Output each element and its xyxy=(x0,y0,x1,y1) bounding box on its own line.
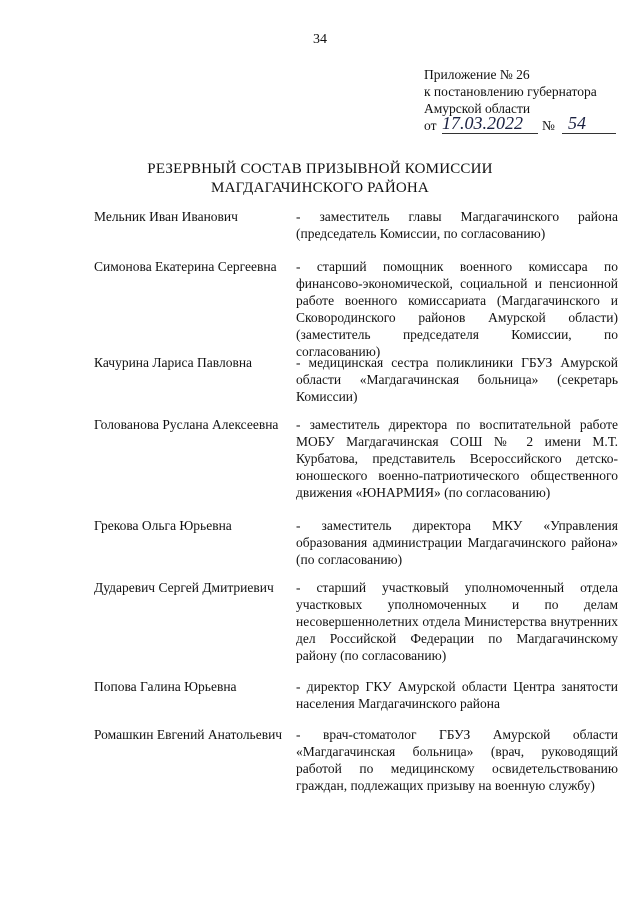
member-name: Грекова Ольга Юрьевна xyxy=(94,518,232,533)
appendix-decree: к постановлению губернатора xyxy=(424,84,597,99)
member-role: - заместитель главы Магдагачинского района (председатель Комиссии, по согласованию) xyxy=(296,209,618,241)
title-line-2: МАГДАГАЧИНСКОГО РАЙОНА xyxy=(211,180,429,196)
member-name: Попова Галина Юрьевна xyxy=(94,679,237,694)
handwritten-date: 17.03.2022 xyxy=(442,113,538,134)
member-name: Голованова Руслана Алексеевна xyxy=(94,417,279,432)
appendix-region: Амурской области xyxy=(424,101,531,116)
member-role: - заместитель директора по воспитательной работе МОБУ Магдагачинская СОШ № 2 имени М.Т. Курбатова, представитель Всероссийского детско-юношеского военно-патриотического общественного движения «ЮНАРМИЯ» (по согласованию) xyxy=(296,417,618,500)
title-line-1: РЕЗЕРВНЫЙ СОСТАВ ПРИЗЫВНОЙ КОМИССИИ xyxy=(147,161,493,177)
member-name: Мельник Иван Иванович xyxy=(94,209,238,224)
number-label: № xyxy=(542,118,555,133)
member-name: Ромашкин Евгений Анатольевич xyxy=(94,727,283,742)
member-role: - заместитель директора МКУ «Управления образования администрации Магдагачинского района» (по согласованию) xyxy=(296,518,618,567)
appendix-title: Приложение № 26 xyxy=(424,67,530,82)
member-name: Качурина Лариса Павловна xyxy=(94,355,253,370)
member-role: - медицинская сестра поликлиники ГБУЗ Амурской области «Магдагачинская больница» (секретарь Комиссии) xyxy=(296,355,618,404)
member-role: - старший помощник военного комиссара по финансово-экономической, социальной и пенсионной работе военного комиссариата (Магдагачинского и Сковородинского районов Амурской области) (заместитель председателя Комиссии, по согласованию) xyxy=(296,259,618,359)
member-name: Симонова Екатерина Сергеевна xyxy=(94,259,277,274)
member-name: Дударевич Сергей Дмитриевич xyxy=(94,580,274,595)
appendix-date-line xyxy=(424,113,624,137)
handwritten-number: 54 xyxy=(562,113,616,134)
date-prefix: от xyxy=(424,118,437,133)
member-role: - врач-стоматолог ГБУЗ Амурской области «Магдагачинская больница» (врач, руководящий работой по медицинскому освидетельствованию граждан, подлежащих призыву на военную службу) xyxy=(296,727,618,793)
document-title xyxy=(0,160,640,198)
appendix-block xyxy=(424,66,624,137)
page-number: 34 xyxy=(313,32,327,47)
member-role: - старший участковый уполномоченный отдела участковых уполномоченных и по делам несовершеннолетних отдела Министерства внутренних дел Российской Федерации по Магдагачинскому району (по согласованию) xyxy=(296,580,618,663)
member-role: - директор ГКУ Амурской области Центра занятости населения Магдагачинского района xyxy=(296,679,618,711)
